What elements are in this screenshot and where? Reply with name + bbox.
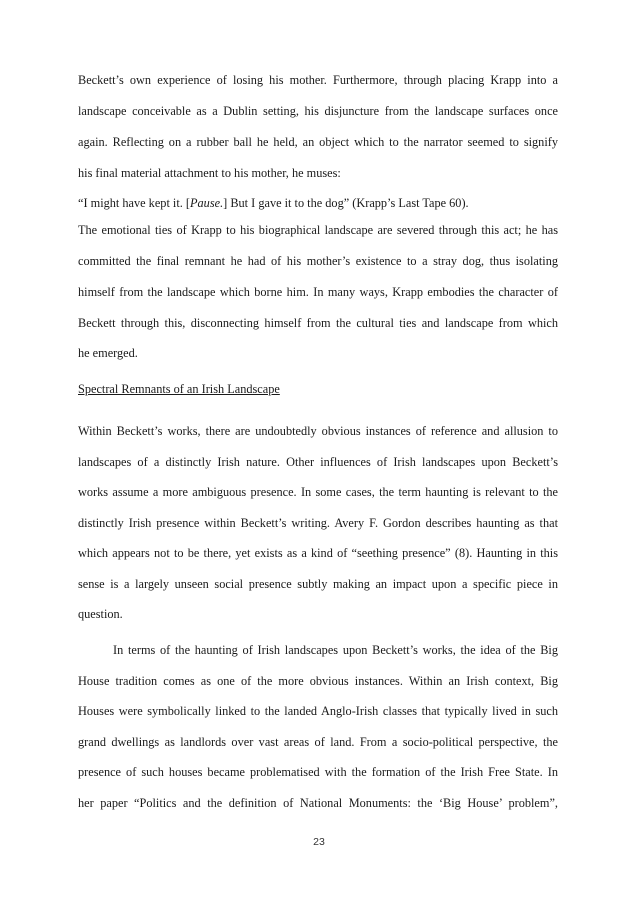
body-text-line: himself from the landscape which borne him. In many ways, Krapp embodies the character of — [78, 285, 558, 299]
body-text-line: Beckett through this, disconnecting himself from the cultural ties and landscape from which — [78, 316, 558, 330]
quotation-line — [78, 195, 558, 211]
body-text-line: Within Beckett’s works, there are undoubtedly obvious instances of reference and allusion to — [78, 424, 558, 438]
body-text-line: House tradition comes as one of the more obvious instances. Within an Irish context, Big — [78, 674, 558, 688]
page-number: 23 — [313, 836, 325, 848]
body-text-line: sense is a largely unseen social presence subtly making an impact upon a specific piece in — [78, 577, 558, 591]
body-text-line: In terms of the haunting of Irish landscapes upon Beckett’s works, the idea of the Big — [113, 643, 558, 657]
body-text-line: works assume a more ambiguous presence. In some cases, the term haunting is relevant to the — [78, 485, 558, 499]
body-text-line: question. — [78, 607, 123, 621]
body-text-line: her paper “Politics and the definition of National Monuments: the ‘Big House’ problem”, — [78, 796, 558, 810]
body-text-line: he emerged. — [78, 346, 138, 360]
body-text-line: distinctly Irish presence within Beckett’s writing. Avery F. Gordon describes haunting as that — [78, 516, 558, 530]
quote-part: ] But I gave it to the dog” (Krapp’s Last Tape 60). — [223, 196, 469, 210]
body-text-line: Houses were symbolically linked to the landed Anglo-Irish classes that typically lived in such — [78, 704, 558, 718]
body-text-line: The emotional ties of Krapp to his biographical landscape are severed through this act; he has — [78, 223, 558, 237]
quote-stage-direction: Pause. — [190, 196, 224, 210]
body-text-line: presence of such houses became problematised with the formation of the Irish Free State. In — [78, 765, 558, 779]
body-text-line: which appears not to be there, yet exists as a kind of “seething presence” (8). Haunting in this — [78, 546, 558, 560]
section-heading: Spectral Remnants of an Irish Landscape — [78, 382, 280, 396]
body-text-line: landscape conceivable as a Dublin setting, his disjuncture from the landscape surfaces once — [78, 104, 558, 118]
body-text-line: grand dwellings as landlords over vast areas of land. From a socio-political perspective, the — [78, 735, 558, 749]
body-text-line: again. Reflecting on a rubber ball he held, an object which to the narrator seemed to signify — [78, 135, 558, 149]
quote-part: “I might have kept it. [ — [78, 196, 191, 210]
body-text-line: landscapes of a distinctly Irish nature. Other influences of Irish landscapes upon Beckett’s — [78, 455, 558, 469]
body-text-line: his final material attachment to his mother, he muses: — [78, 166, 341, 180]
body-text-line: Beckett’s own experience of losing his mother. Furthermore, through placing Krapp into a — [78, 73, 558, 87]
body-text-line: committed the final remnant he had of his mother’s existence to a stray dog, thus isolating — [78, 254, 558, 268]
